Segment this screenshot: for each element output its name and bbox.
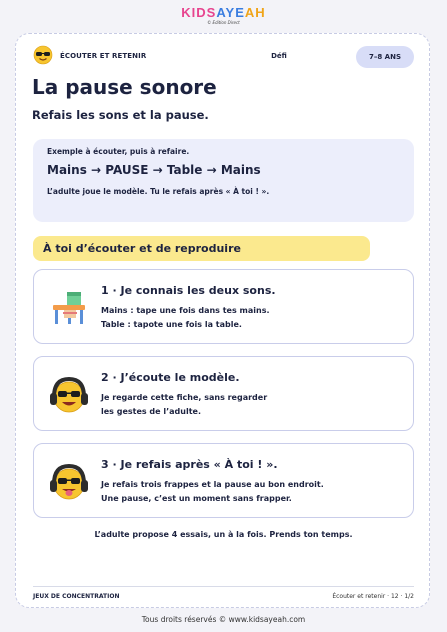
headphones-emoji-tongue-icon [49,462,89,502]
headphones-emoji-icon [49,375,89,415]
step-title-1: 1 · Je connais les deux sons. [101,284,276,297]
page-subtitle: Refais les sons et la pause. [32,108,209,122]
footer-page-info: Écouter et retenir · 12 · 1/2 [332,593,414,600]
step-2-line-1: Je regarde cette fiche, sans regarder [101,393,268,402]
section-banner: À toi d’écouter et de reproduire [33,236,370,261]
step-title-3: 3 · Je refais après « À toi ! ». [101,458,278,471]
example-sequence: Mains → PAUSE → Table → Mains [47,163,261,177]
step-1-line-2: Table : tapote une fois la table. [101,320,242,329]
step-card-1 [33,269,414,344]
example-note: L’adulte joue le modèle. Tu le refais après « À toi ! ». [47,187,270,196]
logo-part-1: KIDS [181,5,217,20]
footer-divider [33,586,414,587]
step-1-line-1: Mains : tape une fois dans tes mains. [101,306,270,315]
logo-part-3: AH [244,5,266,20]
step-card-3 [33,443,414,518]
step-title-2: 2 · J’écoute le modèle. [101,371,240,384]
footer-collection: JEUX DE CONCENTRATION [33,593,120,600]
example-intro: Exemple à écouter, puis à refaire. [47,147,190,156]
page-title: La pause sonore [32,75,217,99]
logo-subtext: © Edition Direct [207,20,240,25]
logo-part-2: AYE [216,5,245,20]
step-3-line-1: Je refais trois frappes et la pause au bon endroit. [101,480,324,489]
step-2-line-2: les gestes de l’adulte. [101,407,201,416]
step-card-2 [33,356,414,431]
school-desk-icon [49,288,89,328]
closing-instruction: L’adulte propose 4 essais, un à la fois. Prends ton temps. [94,530,353,539]
copyright-notice: Tous droits réservés © www.kidsayeah.com [141,615,306,624]
step-3-line-2: Une pause, c’est un moment sans frapper. [101,494,292,503]
age-badge: 7–8 ANS [356,46,414,68]
category-label: ÉCOUTER ET RETENIR [60,52,147,60]
brand-logo [0,6,447,20]
activity-type-label: Défi [271,52,287,60]
sunglasses-emoji-icon [33,45,53,65]
